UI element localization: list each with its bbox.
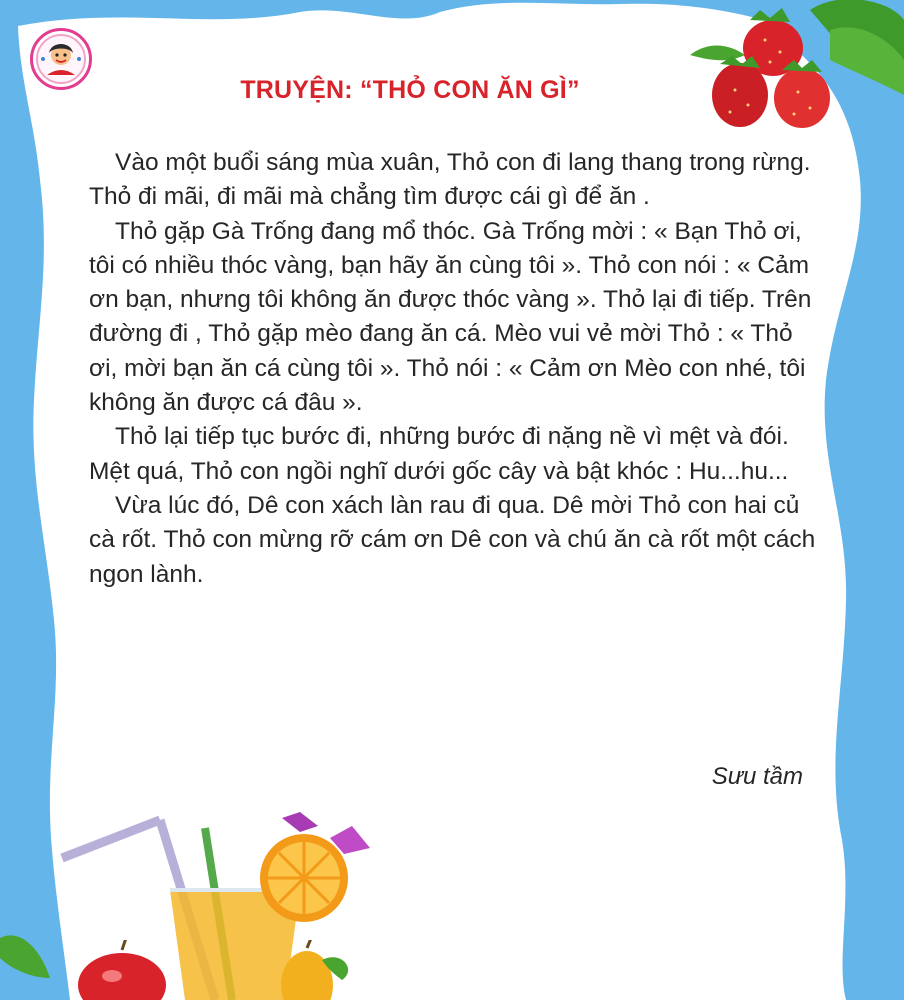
story-body [89, 146, 819, 592]
story-paragraph: Vào một buổi sáng mùa xuân, Thỏ con đi lang thang trong rừng. Thỏ đi mãi, đi mãi mà chẳng tìm được cái gì để ăn . [89, 149, 811, 211]
fruits-icon [72, 940, 372, 1000]
story-paragraph: Thỏ lại tiếp tục bước đi, những bước đi nặng nề vì mệt và đói. Mệt quá, Thỏ con ngồi nghĩ dưới gốc cây và bật khóc : Hu...hu... [89, 423, 789, 485]
story-paragraph: Thỏ gặp Gà Trống đang mổ thóc. Gà Trống mời : « Bạn Thỏ ơi, tôi có nhiều thóc vàng, bạn hãy ăn cùng tôi ». Thỏ con nói : « Cảm ơn bạn, nhưng tôi không ăn được thóc vàng ». Thỏ lại đi tiếp. Trên đường đi , Thỏ gặp mèo đang ăn cá. Mèo vui vẻ mời Thỏ : « Thỏ ơi, mời bạn ăn cá cùng tôi ». Thỏ nói : « Cảm ơn Mèo con nhé, tôi không ăn được cá đâu ». [89, 217, 812, 417]
story-title: TRUYỆN: “THỎ CON ĂN GÌ” [240, 76, 580, 104]
strawberries-icon [690, 0, 904, 140]
story-paragraph: Vừa lúc đó, Dê con xách làn rau đi qua. Dê mời Thỏ con hai củ cà rốt. Thỏ con mừng rỡ cám ơn Dê con và chú ăn cà rốt một cách ngon lành. [89, 491, 816, 588]
story-author: Sưu tầm [711, 763, 803, 790]
